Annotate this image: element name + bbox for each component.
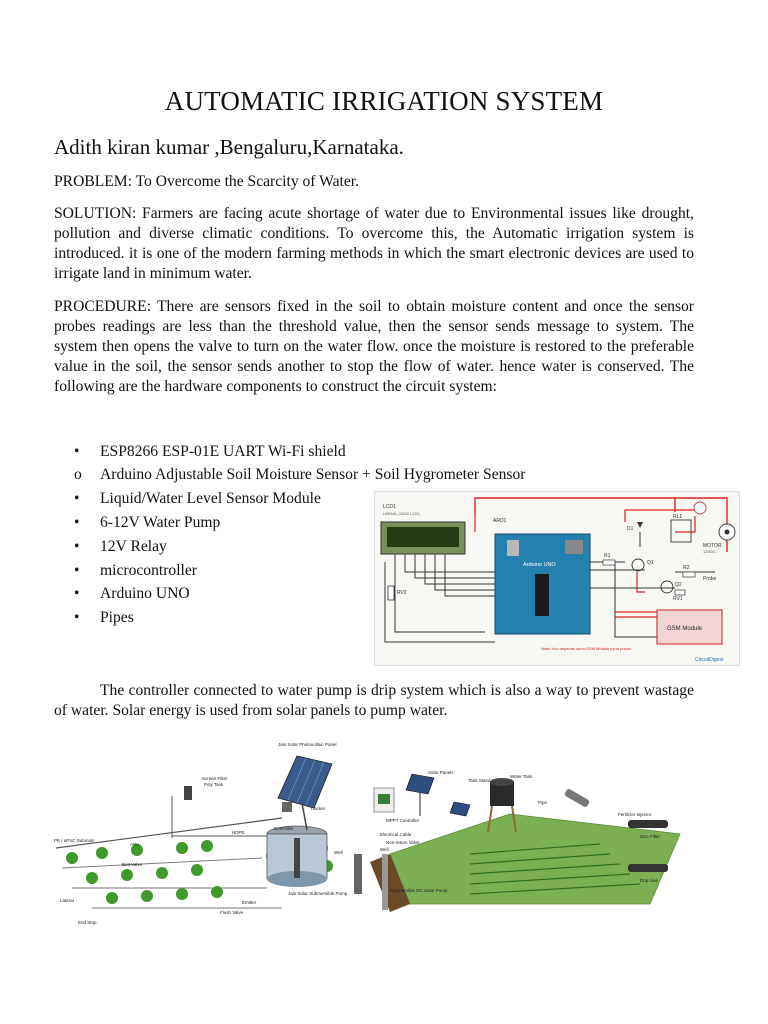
bullet-marker: • [74,562,80,579]
controller-paragraph: The controller connected to water pump is drip system which is also a way to prevent wastage of water. Solar energy is used from solar panels to pump water. [54,682,694,719]
svg-text:HDPE: HDPE [232,830,245,835]
solar-panel-icon [278,756,332,830]
bullet-marker: • [74,609,80,626]
svg-text:Non-return Valve: Non-return Valve [386,840,420,845]
svg-text:Submersible DC Solar Pump: Submersible DC Solar Pump [390,888,448,893]
svg-text:Butt Valve: Butt Valve [122,862,143,867]
bullet-marker: • [74,443,80,460]
procedure-paragraph: PROCEDURE: There are sensors fixed in the soil to obtain moisture content and once the sensor probes readings are less than the threshold value, then the sensor sends message to system. The system then opens the valve to turn on the water flow. once the moisture is restored to the preferable value in the soil, the sensor sends another to stop the flow of water. hence water is conserved. The following are the hardware components to construct the circuit system: [54,298,694,395]
farm-irrigation-figure [350,754,682,914]
svg-text:R2: R2 [683,565,690,571]
list-item: • Pipes [74,609,134,626]
svg-text:D1: D1 [627,526,634,532]
svg-text:Well: Well [380,847,389,852]
svg-text:Disc Filter: Disc Filter [640,834,660,839]
lcd-display [381,504,465,554]
solution-paragraph: SOLUTION: Farmers are facing acute shortage of water due to Environmental issues like drought, pollution and diverse climatic conditions. To overcome this, the Automatic irrigation system is introduced. it is one of the modern farming methods in which the smart electronic devices are used to irrigate land in minimum water. [54,205,694,282]
svg-text:12VDC: 12VDC [703,549,716,554]
bullet-marker: • [74,585,80,602]
svg-text:RV2: RV2 [397,590,407,596]
well-icon [267,826,327,887]
list-item: • microcontroller [74,562,197,579]
svg-text:Drip Line: Drip Line [640,878,659,883]
list-item: • 6-12V Water Pump [74,514,221,531]
svg-text:Q2: Q2 [675,582,682,588]
svg-text:Tank Stand: Tank Stand [468,778,491,783]
list-item: • Liquid/Water Level Sensor Module [74,490,321,507]
svg-text:Solar Panels: Solar Panels [428,770,454,775]
bullet-marker: • [74,490,80,507]
list-item: • Arduino UNO [74,585,190,602]
svg-text:CircuitDigest: CircuitDigest [695,657,724,663]
arduino-board [493,518,590,634]
svg-text:ARV: ARV [130,842,140,847]
svg-text:Emitter: Emitter [242,900,257,905]
bullet-marker: • [74,514,80,531]
svg-text:Tracker: Tracker [310,806,326,811]
svg-text:LM016L (16X2 LCD): LM016L (16X2 LCD) [383,511,420,516]
svg-text:Fertilizer Injector: Fertilizer Injector [618,812,652,817]
svg-text:Jain Solar Submersible Pump: Jain Solar Submersible Pump [288,891,348,896]
svg-text:Controller: Controller [274,826,294,831]
document-title: AUTOMATIC IRRIGATION SYSTEM [164,86,604,116]
bullet-marker: • [74,538,80,555]
svg-text:ARD1: ARD1 [493,518,507,524]
solar-panels-icon [406,774,470,816]
svg-text:Lateral: Lateral [60,898,74,903]
svg-text:R1: R1 [604,553,611,559]
svg-text:Poly Tank: Poly Tank [204,782,224,787]
list-item: • ESP8266 ESP-01E UART Wi-Fi shield [74,443,346,460]
problem-paragraph: PROBLEM: To Overcome the Scarcity of Water. [54,173,359,190]
author-line: Adith kiran kumar ,Bengaluru,Karnataka. [54,135,404,159]
svg-text:Probe: Probe [703,576,717,582]
svg-text:MOTOR: MOTOR [703,543,722,549]
svg-text:Jain Solar Photovoltaic Panel: Jain Solar Photovoltaic Panel [278,742,337,747]
svg-text:Arduino UNO: Arduino UNO [523,562,556,568]
list-item: o Arduino Adjustable Soil Moisture Sensor + Soil Hygrometer Sensor [74,466,526,483]
svg-text:RV1: RV1 [673,596,683,602]
svg-text:PE / uPVC Submain: PE / uPVC Submain [54,838,95,843]
svg-text:Note: Vcc depends upon GSM Mod: Note: Vcc depends upon GSM Module input power [541,646,632,651]
svg-text:Flush Valve: Flush Valve [220,910,244,915]
svg-text:End Stop: End Stop [78,920,97,925]
svg-text:MPPT Controller: MPPT Controller [386,818,420,823]
list-item: • 12V Relay [74,538,167,555]
gsm-module [657,610,722,644]
svg-text:Electrical Cable: Electrical Cable [380,832,412,837]
svg-text:Water Tank: Water Tank [510,774,533,779]
solar-drip-figure [52,738,354,928]
svg-text:Well: Well [334,850,343,855]
svg-text:Screen Filter: Screen Filter [202,776,228,781]
svg-text:Q1: Q1 [647,560,654,566]
bullet-marker: o [74,466,82,483]
circuit-diagram [374,491,740,666]
svg-text:GSM Module: GSM Module [667,626,703,632]
svg-text:RL1: RL1 [673,514,683,520]
svg-text:Pipe: Pipe [538,800,548,805]
svg-text:LCD1: LCD1 [383,504,396,510]
